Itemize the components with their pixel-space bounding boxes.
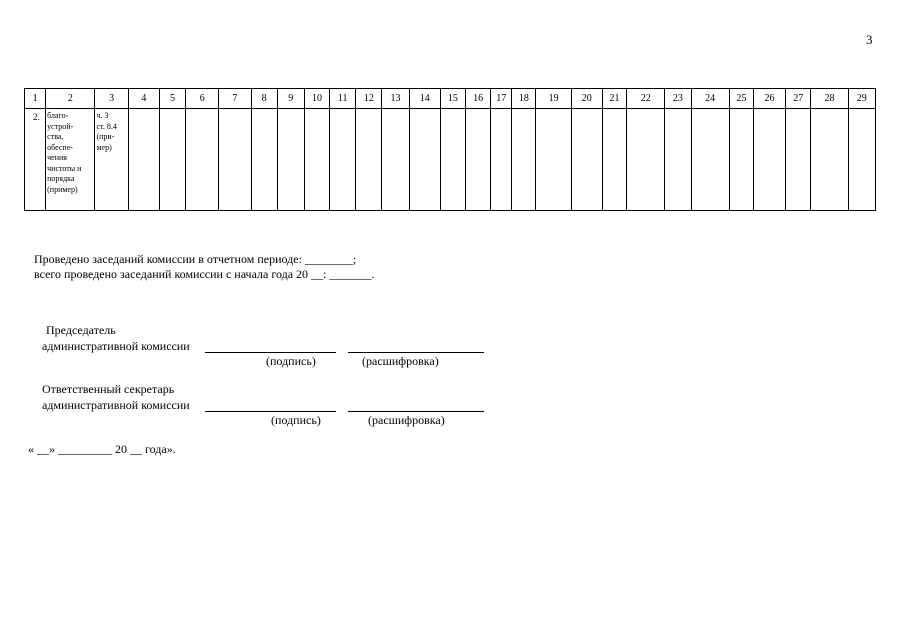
header-cell: 22 [627, 89, 665, 109]
table-cell [729, 109, 753, 211]
table-cell [627, 109, 665, 211]
table-cell [186, 109, 219, 211]
table-cell [465, 109, 490, 211]
chairman-sign-caption: (подпись) [266, 354, 316, 368]
header-cell: 11 [330, 89, 356, 109]
secretary-body: административной комиссии [42, 398, 190, 412]
table-header-row [25, 89, 876, 109]
category-cell [46, 109, 95, 211]
header-cell: 19 [536, 89, 571, 109]
header-cell: 27 [786, 89, 811, 109]
table-cell [691, 109, 729, 211]
header-cell: 29 [848, 89, 875, 109]
header-cell: 7 [219, 89, 251, 109]
secretary-signature-line [205, 400, 336, 412]
header-cell: 13 [382, 89, 409, 109]
page-number: 3 [866, 32, 873, 47]
header-cell: 24 [691, 89, 729, 109]
chairman-title: Председатель [46, 323, 116, 337]
header-cell: 10 [304, 89, 329, 109]
header-cell: 9 [277, 89, 304, 109]
chairman-signature-line [205, 341, 336, 353]
table-cell [602, 109, 626, 211]
table-cell [786, 109, 811, 211]
table-cell [128, 109, 159, 211]
header-cell: 6 [186, 89, 219, 109]
table-cell [356, 109, 382, 211]
table-cell [382, 109, 409, 211]
table-cell [159, 109, 185, 211]
table-cell [536, 109, 571, 211]
meetings-year-line: всего проведено заседаний комиссии с начала года 20 __: _______. [34, 267, 375, 281]
table-cell [219, 109, 251, 211]
table-cell [753, 109, 785, 211]
header-cell: 23 [665, 89, 691, 109]
table-cell [330, 109, 356, 211]
table-cell [848, 109, 875, 211]
header-cell: 3 [95, 89, 128, 109]
header-cell: 26 [753, 89, 785, 109]
secretary-decode-caption: (расшифровка) [368, 413, 445, 427]
header-cell: 8 [251, 89, 277, 109]
secretary-sign-caption: (подпись) [271, 413, 321, 427]
header-cell: 20 [571, 89, 602, 109]
table-cell [491, 109, 512, 211]
header-cell: 17 [491, 89, 512, 109]
table-cell [304, 109, 329, 211]
table-cell [277, 109, 304, 211]
header-cell: 21 [602, 89, 626, 109]
chairman-decode-line [348, 341, 484, 353]
header-cell: 16 [465, 89, 490, 109]
category-text: благо- устрой- ства, обеспе- чения чистоты и порядка (пример) [47, 111, 82, 194]
row-number: 2. [33, 112, 40, 122]
table-cell [665, 109, 691, 211]
date-line: « __» _________ 20 __ года». [28, 442, 176, 456]
row-number-cell [25, 109, 46, 211]
report-table [24, 88, 876, 211]
header-cell: 25 [729, 89, 753, 109]
meetings-summary [34, 252, 374, 282]
table-cell [512, 109, 536, 211]
table-cell [571, 109, 602, 211]
secretary-title: Ответственный секретарь [42, 382, 175, 396]
header-cell: 15 [440, 89, 465, 109]
article-cell [95, 109, 128, 211]
header-cell: 12 [356, 89, 382, 109]
header-cell: 28 [811, 89, 848, 109]
meetings-period-line: Проведено заседаний комиссии в отчетном периоде: ________; [34, 252, 357, 266]
secretary-decode-line [348, 400, 484, 412]
table-cell [811, 109, 848, 211]
table-row [25, 109, 876, 211]
table-cell [409, 109, 440, 211]
header-cell: 5 [159, 89, 185, 109]
header-cell: 1 [25, 89, 46, 109]
table-cell [251, 109, 277, 211]
table-cell [440, 109, 465, 211]
chairman-decode-caption: (расшифровка) [362, 354, 439, 368]
header-cell: 18 [512, 89, 536, 109]
header-cell: 4 [128, 89, 159, 109]
header-cell: 14 [409, 89, 440, 109]
header-cell: 2 [46, 89, 95, 109]
article-text: ч. 3 ст. 8.4 (при- мер) [96, 111, 117, 152]
chairman-body: административной комиссии [42, 339, 190, 353]
